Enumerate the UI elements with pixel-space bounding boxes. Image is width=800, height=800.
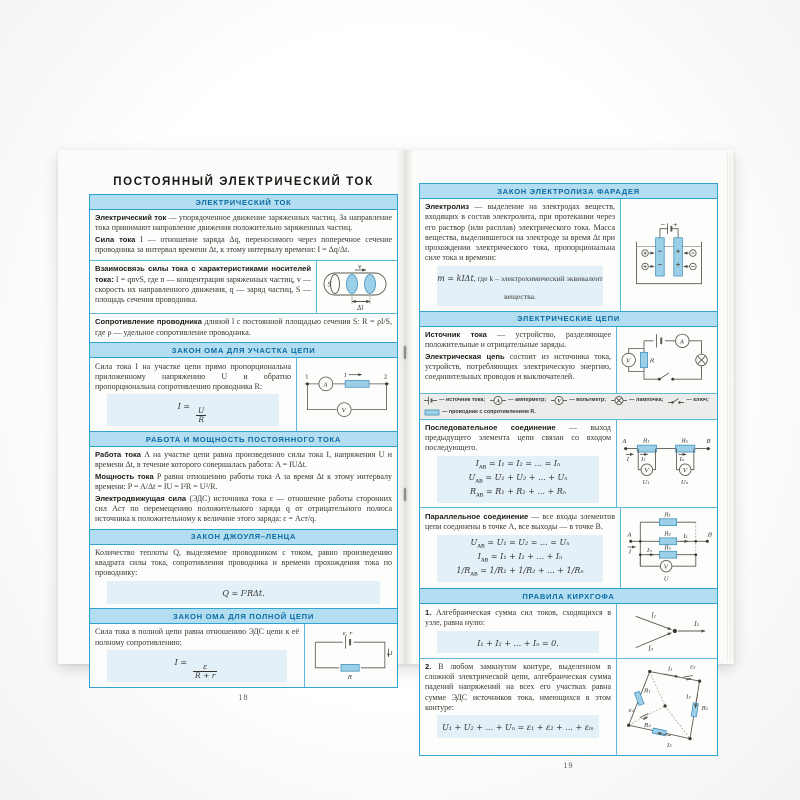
text-run: — все входы элементов цепи соединены в точке A, все выходы — в точке B. [425,511,615,532]
resistor-symbol [341,665,359,672]
legend-item-switch: — ключ; [668,396,708,405]
svg-text:I₂: I₂ [694,620,700,628]
figure-conductor-cell [316,261,397,313]
work-power-definitions [90,447,397,529]
left-page-table [89,194,398,688]
resistor-symbol [691,702,698,716]
electric-current-definitions [90,210,397,260]
battery-icon [424,396,437,405]
paragraph-electrolysis [425,202,615,263]
legend-item-resistor: — проводник с сопротивлением R. [424,409,536,416]
svg-text:I₃: I₃ [667,741,672,749]
fraction: $\frac{\varepsilon}{R + r}$ [195,661,216,680]
page-title: ПОСТОЯННЫЙ ЭЛЕКТРИЧЕСКИЙ ТОК [113,176,374,188]
switch-icon [659,372,669,378]
kirchhoff-rule2-row [420,658,717,755]
formula-series-voltage: $U_{AB} = U_1 + U_2$ + ... + Uₙ [468,473,568,485]
svg-text:+: + [672,221,678,229]
text-run: состоит из источника тока, устройств, потребляющих электрическую энергию, соединительных проводов и выключателей. [425,351,611,382]
resistor-icon [424,409,440,416]
text-run: длиной l с постоянной площадью сечения S: R = ρl/S, где ρ — удельное сопротивление проводника. [95,317,393,337]
term-electric-circuit: Электрическая цепь [425,351,505,361]
term-emf: Электродвижущая сила [95,493,187,503]
circuit-mesh-figure [621,661,713,753]
svg-text:S: S [327,281,332,289]
svg-text:I: I [344,373,347,380]
svg-text:I₁: I₁ [651,612,657,620]
electrolysis-figure [625,220,713,290]
text-run: В любом замкнутом контуре, выделенном в сложной электрической цепи, алгебраическая сумма падений напряжений на всех его участках равна сумме ЭДС источников тока, имеющихся в этом контуре: [425,662,611,712]
series-text-cell [420,420,616,508]
charge-cross-section [347,274,358,293]
svg-text:I₂: I₂ [686,692,691,700]
circuit-figure [621,329,713,391]
figure-parallel-cell [620,508,717,588]
svg-text:V: V [626,357,631,365]
circuits-row [420,327,717,393]
svg-text:Rₙ: Rₙ [681,437,689,445]
formula-parallel-current: $I_{AB} = I_1 + I_2$ + ... + Iₙ [477,551,563,564]
series-circuit-figure [620,433,714,493]
svg-text:Rₙ: Rₙ [664,544,672,552]
legend-item-ammeter: A — амперметр; [490,396,546,405]
svg-text:R₁: R₁ [664,511,672,519]
svg-text:ε, r: ε, r [342,631,353,638]
page-number-left: 18 [238,692,249,702]
ohm-circuit-figure [301,368,393,420]
formula-ohm-full [107,650,287,682]
formula-faraday: m = kIΔt, где k – электрохимический эквивалент вещества. [437,266,603,307]
svg-text:V: V [557,398,562,405]
svg-text:R₁: R₁ [644,687,651,695]
section-header-faraday: ЗАКОН ЭЛЕКТРОЛИЗА ФАРАДЕЯ [420,184,717,199]
rule-number: 2. [425,662,432,672]
lamp-icon [611,396,627,405]
parallel-text-cell [420,508,620,588]
text-run: — устройство, разделяющее положительные и отрицательные заряды. [425,330,612,350]
svg-text:A: A [323,382,328,389]
text-run: P равна отношению работы тока A за время Δt к этому интервалу времени: P = A/Δt = IU = I²R = U²/R. [95,472,393,492]
figure-node-cell [616,604,717,657]
svg-text:ε₂: ε₂ [690,663,696,671]
text-run: I — отношение заряда Δq, переносимого через поперечное сечение проводника за интервал времени Δt, к этому интервалу времени: I = Δq/Δt. [95,235,392,255]
paragraph-emf [95,494,392,524]
svg-text:B: B [706,438,711,446]
carriers-text-cell [90,261,316,313]
formula-ohm-law [107,394,279,426]
svg-text:Δl: Δl [357,304,364,311]
svg-text:B: B [707,531,713,539]
svg-text:I₁: I₁ [641,456,646,464]
ohm-full-row [90,624,397,687]
rule-number: 1. [425,607,432,617]
paragraph-joule-lenz: Количество теплоты Q, выделяемое проводником с током, равно произведению квадрата силы тока, сопротивления проводника и времени прохождения тока по проводнику: [95,548,392,578]
paragraph-power [95,472,392,492]
text-run: — выход предыдущего элемента цепи связан со входом последующего. [425,423,611,453]
svg-text:A: A [627,531,632,539]
term-current-source: Источник тока [425,330,487,339]
figure-ohm-circuit-cell [296,358,397,431]
svg-text:I₃: I₃ [648,645,654,653]
ohm-full-text-cell [90,624,304,687]
paragraph-carriers [95,264,311,305]
term-resistance: Сопротивление проводника [95,317,202,327]
charge-cross-section [365,274,376,293]
figure-circuit-cell [616,327,717,393]
svg-text:U: U [663,575,669,583]
svg-text:I: I [626,456,630,464]
formula-joule-lenz: Q = I²RΔt. [107,581,380,604]
paragraph-kirchhoff-2 [425,662,611,713]
svg-text:R₁: R₁ [643,437,650,445]
legend-item-battery: — источник тока; [424,396,485,405]
ohm-law-text-cell [90,358,296,431]
section-header-work-power: РАБОТА И МОЩНОСТЬ ПОСТОЯННОГО ТОКА [90,431,397,447]
svg-text:A: A [622,438,627,446]
series-row [420,419,717,508]
legend-item-voltmeter: V — вольтметр; [551,396,606,405]
term-series-connection: Последовательное соединение [425,423,556,433]
text-run: Алгебраическая сумма сил токов, сходящихся в узле, равна нулю: [425,607,611,627]
resistor-symbol [634,691,644,705]
formula-parallel-voltage: $U_{AB} = U_1 = U_2$ = ... = Uₙ [470,537,570,550]
paragraph-resistance [95,317,392,337]
formulas-series [437,456,599,503]
carriers-row [90,260,397,313]
section-header-ohm-law: ЗАКОН ОМА ДЛЯ УЧАСТКА ЦЕПИ [90,342,397,358]
resistor-symbol [676,446,695,453]
svg-text:A: A [496,398,501,405]
formula-series-resistance: $R_{AB} = R_1 + R_2$ + ... + Rₙ [469,487,567,499]
svg-text:ε₁: ε₁ [628,706,635,714]
figure-full-circuit-cell [304,624,397,687]
conductor-figure [321,263,393,311]
right-page-table [419,183,718,756]
formula-series-current: $I_{AB} = I_1 = I_2$ = ... = Iₙ [475,458,561,471]
resistor-symbol [640,352,647,367]
right-page [419,183,718,770]
svg-text:V: V [663,564,669,572]
legend-item-lamp: — лампочка; [611,396,663,405]
formulas-parallel [437,535,603,582]
faraday-text-cell [420,199,620,311]
term-electrolysis: Электролиз [425,202,470,212]
formula-lhs: I = [174,658,188,668]
section-header-electric-current: ЭЛЕКТРИЧЕСКИЙ ТОК [90,195,397,210]
figure-series-cell [616,420,717,508]
kirchhoff-rule2-text-cell [420,659,616,755]
paragraph-parallel [425,512,615,532]
svg-text:v: v [358,263,362,271]
fraction: $\frac{U}{R}$ [198,406,205,425]
paragraph-current-strength [95,235,392,255]
svg-text:V: V [644,467,649,475]
text-run: I = qnvS, где n — концентрация заряженных частиц, v — скорость их направленного движения, q — заряд частиц, S — площадь сечения проводника. [95,274,311,304]
book-gutter [396,150,413,664]
paragraph-ohm-law: Сила тока I на участке цепи прямо пропорциональна приложенному напряжению U и обратно пропорциональна сопротивлению проводника R: [95,361,291,391]
term-carriers: Взаимосвязь силы тока с характеристиками носителей тока: [95,264,311,284]
resistor-symbol [345,381,369,388]
formula-kirchhoff-1: I₁ + I₂ + ... + Iₙ = 0. [437,631,599,654]
full-circuit-figure [308,628,394,682]
paragraph-current-definition [95,213,392,233]
text-run: — выделение на электродах веществ, входящих в состав электролита, при протекании через его раствор (или расплав) электрического тока. Масса вещества, выделившегося на электроде за время Δt при прохождении электрического тока, пропорциональна силе тока и времени: [425,202,615,263]
svg-text:Iₙ: Iₙ [647,547,652,555]
parallel-circuit-figure [625,510,713,586]
ohm-law-row [90,358,397,431]
text-run: (ЭДС) источника тока ε — отношение работы сторонних сил Aст по перемещению положительного заряда q от отрицательного полюса источника к положительному к величине этого заряда: ε = Aст/q. [95,493,392,524]
figure-electrolysis-cell [620,199,717,311]
resistance-definition [90,313,397,342]
svg-text:Iₙ: Iₙ [679,456,685,464]
formula-parallel-resistance: $1/R_{AB} = 1/R_1 + 1/R_2$ + ... + 1/Rₙ [456,566,584,578]
electrode-left [656,238,665,276]
figure-mesh-cell [616,659,717,755]
voltmeter-icon [551,396,567,405]
kirchhoff-rule1-row [420,604,717,657]
svg-text:1: 1 [305,374,309,381]
paragraph-work [95,450,392,470]
joule-lenz-cell [90,545,397,608]
paragraph-series [425,423,611,453]
svg-text:−: − [660,221,666,229]
circuit-symbols-legend [420,393,717,419]
svg-text:R: R [649,356,655,364]
resistor-symbol [659,552,676,559]
formula-lhs: I = [177,402,191,412]
section-header-joule-lenz: ЗАКОН ДЖОУЛЯ–ЛЕНЦА [90,529,397,545]
paragraph-current-source [425,330,611,350]
text-run: — упорядоченное движение заряженных частиц. За направление тока принимают направление движения положительно заряженных частиц. [95,213,392,233]
page-number-right: 19 [563,760,574,770]
kirchhoff-rule1-text-cell [420,604,616,657]
term-power: Мощность тока [95,472,154,482]
paragraph-electric-circuit [425,352,611,382]
parallel-row [420,507,717,588]
faraday-row [420,199,717,311]
svg-text:R₃: R₃ [644,721,651,729]
svg-text:V: V [341,408,346,415]
section-header-circuits: ЭЛЕКТРИЧЕСКИЕ ЦЕПИ [420,311,717,327]
svg-text:I₁: I₁ [667,665,673,673]
term-parallel-connection: Параллельное соединение [425,511,529,521]
current-node-figure [622,608,712,654]
svg-text:Uₙ: Uₙ [680,479,689,487]
svg-text:R: R [347,675,353,682]
svg-text:R₂: R₂ [664,531,672,539]
svg-text:I₁: I₁ [683,533,689,541]
svg-text:2: 2 [383,374,388,381]
svg-text:I: I [390,651,393,658]
formula-kirchhoff-2: U₁ + U₂ + ... + Uₙ = ε₁ + ε₂ + ... + εₘ [437,715,599,738]
svg-text:R₂: R₂ [701,704,709,712]
switch-icon [668,396,684,405]
section-header-kirchhoff: ПРАВИЛА КИРХГОФА [420,588,717,604]
electrode-right [674,238,683,276]
book-spread [58,150,734,770]
paragraph-kirchhoff-1 [425,608,611,628]
svg-text:V: V [682,467,688,475]
svg-text:I: I [628,549,632,557]
term-work: Работа тока [95,450,141,460]
term-electric-current: Электрический ток [95,213,167,223]
ammeter-icon [490,396,506,405]
svg-text:A: A [679,337,685,345]
left-page [89,194,398,702]
section-header-ohm-full: ЗАКОН ОМА ДЛЯ ПОЛНОЙ ЦЕПИ [90,608,397,624]
term-current-strength: Сила тока [95,235,136,245]
text-run: A на участке цепи равна произведению силы тока I, напряжения U и времени Δt, в течение которого совершалась работа: A = IUΔt. [95,450,392,470]
resistor-symbol [659,519,676,526]
circuits-text-cell [420,327,616,393]
svg-text:U₁: U₁ [642,479,650,487]
paragraph-ohm-full: Сила тока в полной цепи равна отношению ЭДС цепи к её полному сопротивлению: [95,627,299,647]
resistor-symbol [637,446,656,453]
